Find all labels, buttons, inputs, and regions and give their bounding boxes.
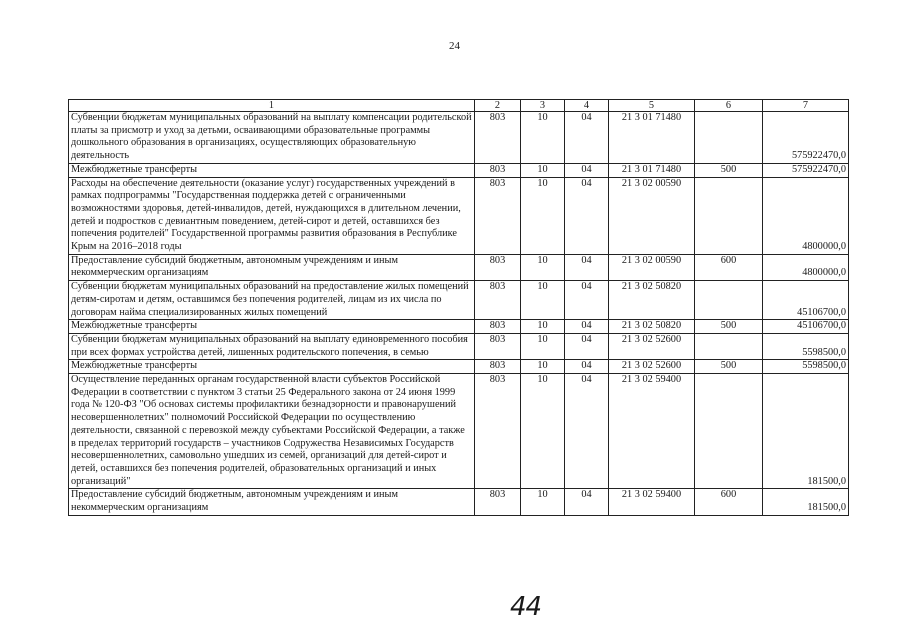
amount: 181500,0	[763, 374, 849, 489]
target-article-code: 21 3 02 59400	[609, 374, 695, 489]
row-name: Предоставление субсидий бюджетным, автономным учреждениям и иным некоммерческим организациям	[69, 254, 475, 280]
ministry-code: 803	[475, 254, 521, 280]
table-header-row	[69, 100, 849, 112]
section-code: 10	[521, 163, 565, 177]
amount: 5598500,0	[763, 333, 849, 359]
section-code: 10	[521, 360, 565, 374]
row-name: Предоставление субсидий бюджетным, автономным учреждениям и иным некоммерческим организациям	[69, 489, 475, 515]
section-code: 10	[521, 320, 565, 334]
header-cell: 3	[521, 100, 565, 112]
expense-type-code: 600	[695, 489, 763, 515]
table-row	[69, 163, 849, 177]
header-cell: 7	[763, 100, 849, 112]
target-article-code: 21 3 02 50820	[609, 281, 695, 320]
target-article-code: 21 3 01 71480	[609, 163, 695, 177]
row-name: Субвенции бюджетам муниципальных образований на выплату единовременного пособия при всех формах устройства детей, лишенных родительского попечения, в семью	[69, 333, 475, 359]
expense-type-code	[695, 112, 763, 164]
ministry-code: 803	[475, 489, 521, 515]
section-code: 10	[521, 333, 565, 359]
amount: 181500,0	[763, 489, 849, 515]
target-article-code: 21 3 02 50820	[609, 320, 695, 334]
subsection-code: 04	[565, 163, 609, 177]
section-code: 10	[521, 112, 565, 164]
table-row	[69, 489, 849, 515]
target-article-code: 21 3 02 00590	[609, 177, 695, 254]
amount: 4800000,0	[763, 177, 849, 254]
amount: 575922470,0	[763, 112, 849, 164]
subsection-code: 04	[565, 281, 609, 320]
amount: 4800000,0	[763, 254, 849, 280]
table-row	[69, 177, 849, 254]
header-cell: 1	[69, 100, 475, 112]
ministry-code: 803	[475, 281, 521, 320]
page-number: 24	[449, 40, 460, 52]
section-code: 10	[521, 374, 565, 489]
subsection-code: 04	[565, 112, 609, 164]
header-cell: 6	[695, 100, 763, 112]
subsection-code: 04	[565, 254, 609, 280]
ministry-code: 803	[475, 374, 521, 489]
subsection-code: 04	[565, 489, 609, 515]
table-row	[69, 333, 849, 359]
row-name: Межбюджетные трансферты	[69, 163, 475, 177]
expense-type-code: 500	[695, 163, 763, 177]
target-article-code: 21 3 01 71480	[609, 112, 695, 164]
table-row	[69, 320, 849, 334]
amount: 45106700,0	[763, 281, 849, 320]
row-name: Межбюджетные трансферты	[69, 320, 475, 334]
ministry-code: 803	[475, 177, 521, 254]
header-cell: 5	[609, 100, 695, 112]
ministry-code: 803	[475, 163, 521, 177]
amount: 5598500,0	[763, 360, 849, 374]
section-code: 10	[521, 177, 565, 254]
budget-table	[68, 99, 849, 516]
row-name: Осуществление переданных органам государственной власти субъектов Российской Федерации в соответствии с пунктом 3 статьи 25 Федерального закона от 24 июня 1999 года № 120-ФЗ "Об основах системы профилактики безнадзорности и правонарушений несовершеннолетних" полномочий Российской Федерации по осуществлению деятельности, связанной с перевозкой между субъектами Российской Федерации, а также в пределах территорий государств – участников Содружества Независимых Государств несовершеннолетних, самовольно ушедших из семей, организаций для детей-сирот и детей, оставшихся без попечения родителей, образовательных организаций и иных организаций"	[69, 374, 475, 489]
ministry-code: 803	[475, 320, 521, 334]
amount: 45106700,0	[763, 320, 849, 334]
target-article-code: 21 3 02 00590	[609, 254, 695, 280]
section-code: 10	[521, 281, 565, 320]
table-row	[69, 374, 849, 489]
subsection-code: 04	[565, 177, 609, 254]
section-code: 10	[521, 254, 565, 280]
table-row	[69, 112, 849, 164]
expense-type-code: 500	[695, 360, 763, 374]
row-name: Межбюджетные трансферты	[69, 360, 475, 374]
ministry-code: 803	[475, 112, 521, 164]
expense-type-code: 500	[695, 320, 763, 334]
subsection-code: 04	[565, 374, 609, 489]
ministry-code: 803	[475, 333, 521, 359]
header-cell: 4	[565, 100, 609, 112]
target-article-code: 21 3 02 59400	[609, 489, 695, 515]
target-article-code: 21 3 02 52600	[609, 360, 695, 374]
expense-type-code: 600	[695, 254, 763, 280]
expense-type-code	[695, 333, 763, 359]
header-cell: 2	[475, 100, 521, 112]
row-name: Субвенции бюджетам муниципальных образований на выплату компенсации родительской платы за присмотр и уход за детьми, осваивающими образовательные программы дошкольного образования в организациях, осуществляющих образовательную деятельность	[69, 112, 475, 164]
ministry-code: 803	[475, 360, 521, 374]
target-article-code: 21 3 02 52600	[609, 333, 695, 359]
subsection-code: 04	[565, 333, 609, 359]
subsection-code: 04	[565, 320, 609, 334]
expense-type-code	[695, 281, 763, 320]
handwritten-page-mark: 44	[510, 592, 542, 622]
section-code: 10	[521, 489, 565, 515]
table-row	[69, 254, 849, 280]
table-row	[69, 281, 849, 320]
expense-type-code	[695, 374, 763, 489]
table-row	[69, 360, 849, 374]
subsection-code: 04	[565, 360, 609, 374]
row-name: Расходы на обеспечение деятельности (оказание услуг) государственных учреждений в рамках подпрограммы "Государственная поддержка детей с ограниченными возможностями здоровья, детей-инвалидов, детей, нуждающихся в длительном лечении, детей и подростков с девиантным поведением, детей-сирот и детей, оставшихся без попечения родителей" Государственной программы развития образования в Республике Крым на 2016–2018 годы	[69, 177, 475, 254]
expense-type-code	[695, 177, 763, 254]
row-name: Субвенции бюджетам муниципальных образований на предоставление жилых помещений детям-сиротам и детям, оставшимся без попечения родителей, лицам из их числа по договорам найма специализированных жилых помещений	[69, 281, 475, 320]
amount: 575922470,0	[763, 163, 849, 177]
